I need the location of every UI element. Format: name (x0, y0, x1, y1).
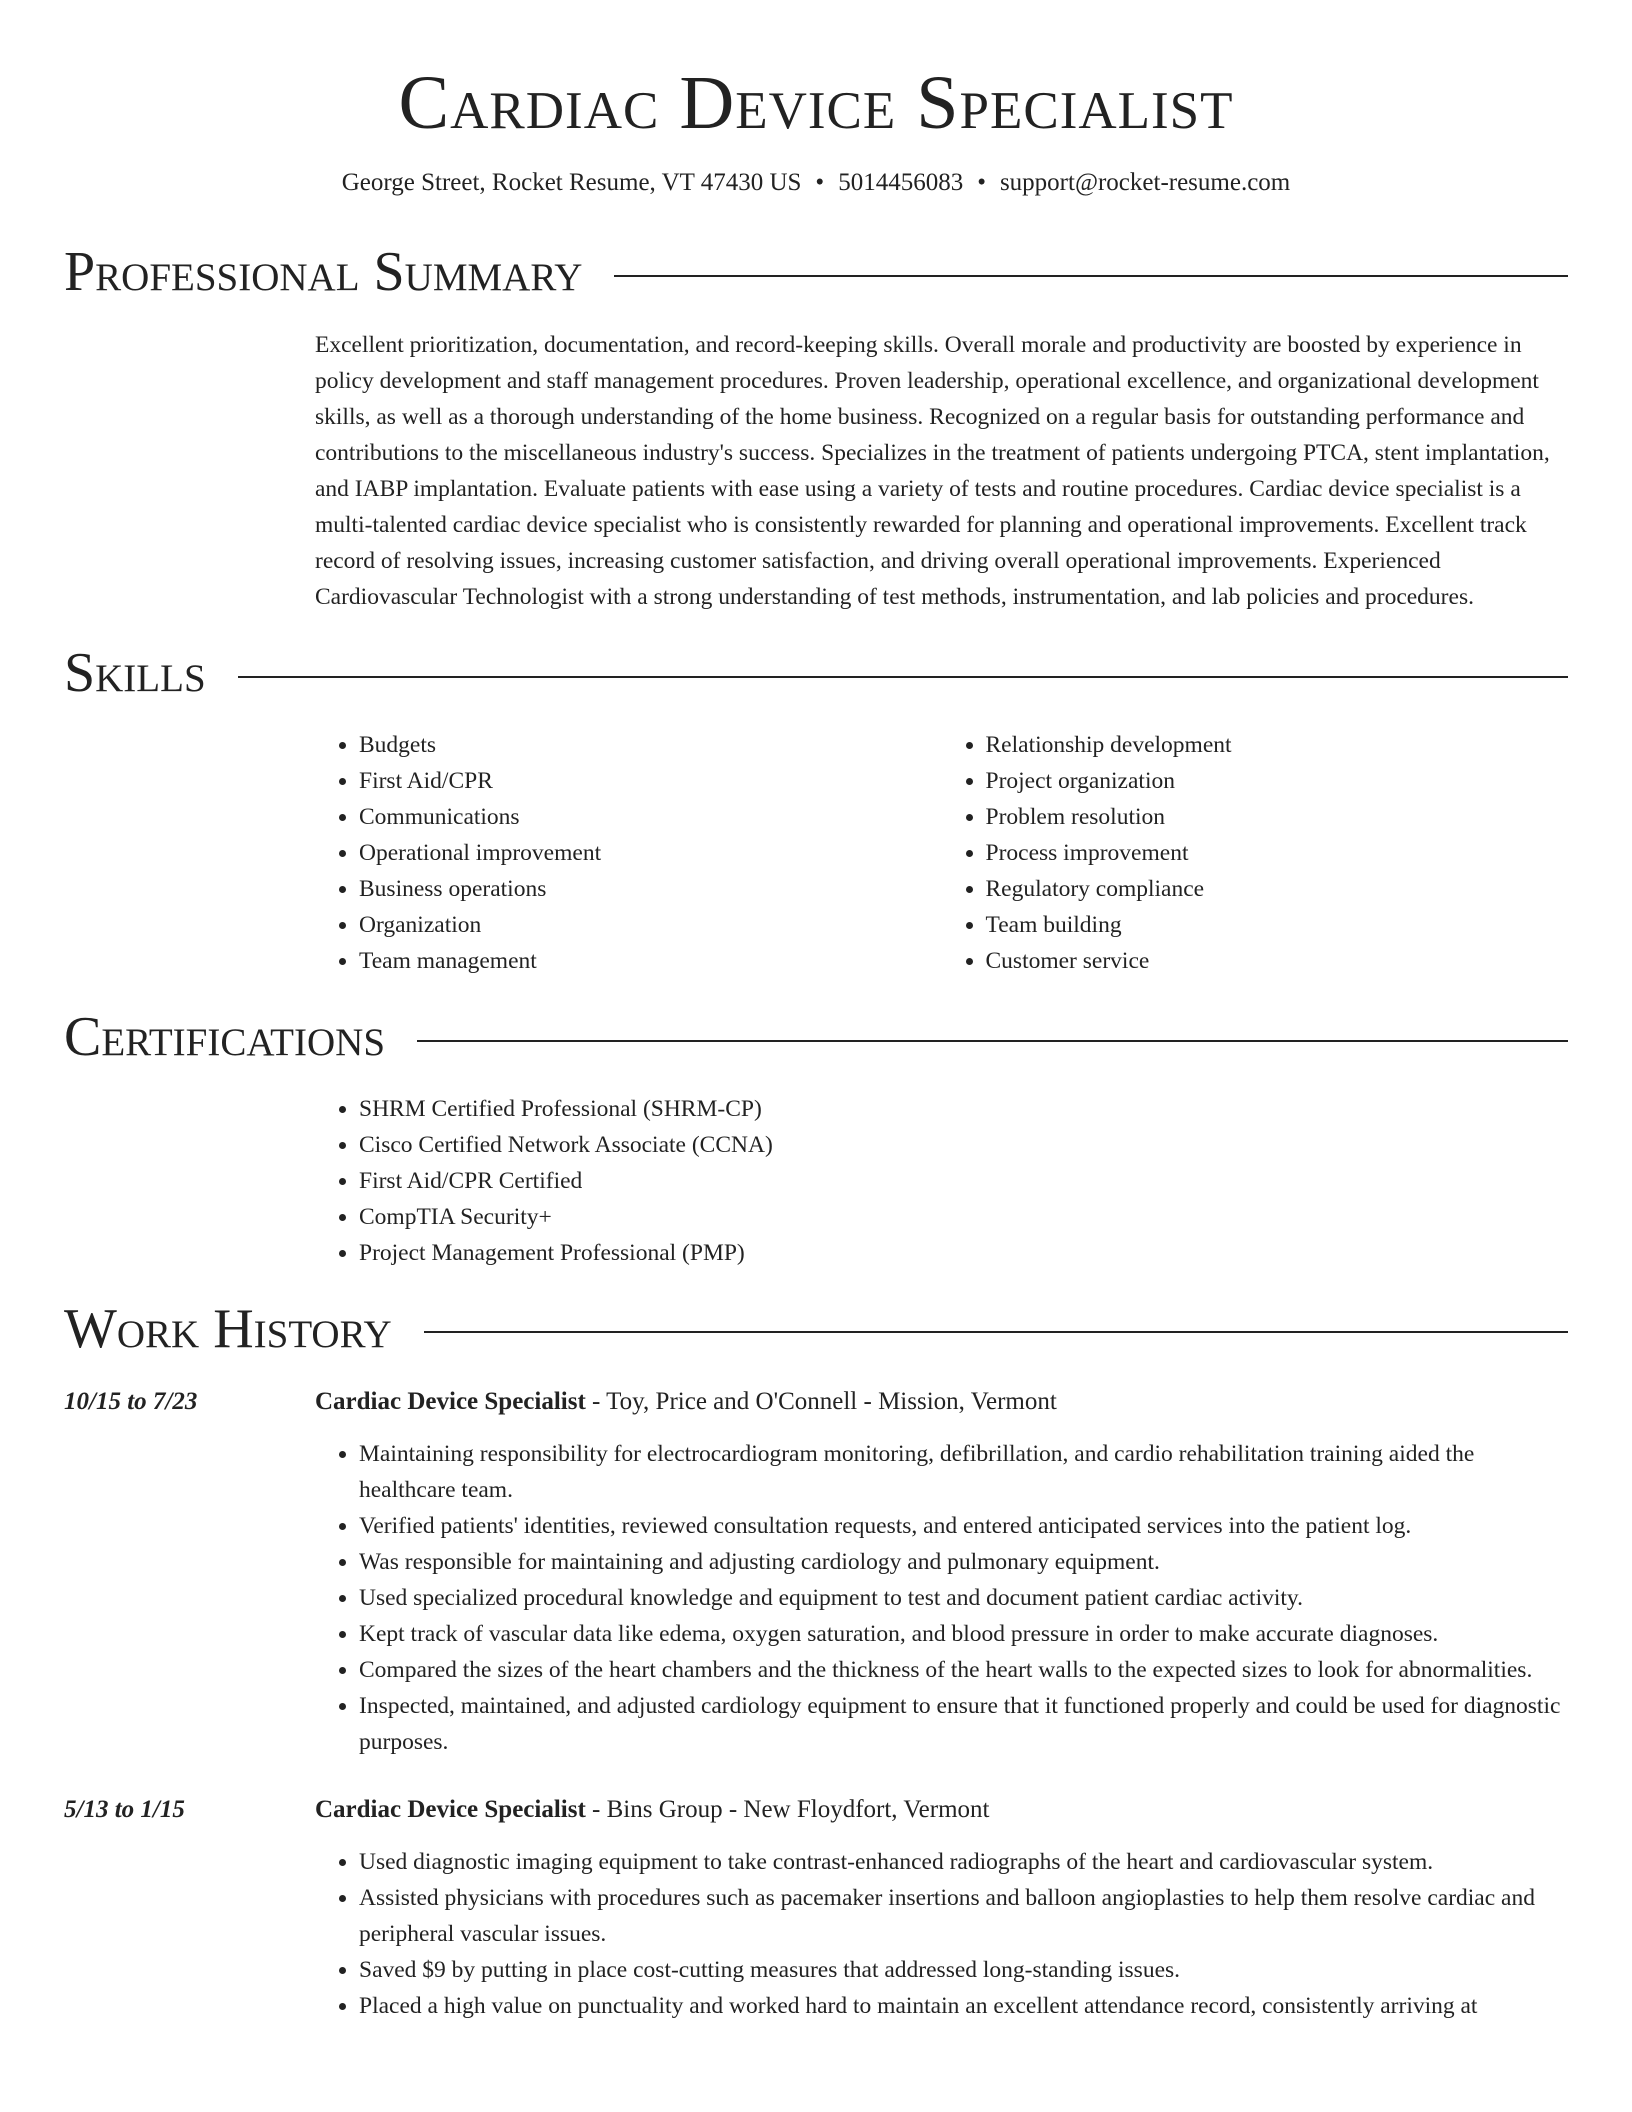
certification-item: • CompTIA Security+ (359, 1199, 1568, 1235)
certification-item: • First Aid/CPR Certified (359, 1163, 1568, 1199)
skills-grid (315, 727, 1568, 979)
skill-item: • Operational improvement (359, 835, 942, 871)
skill-item: • Budgets (359, 727, 942, 763)
job-duty: • Assisted physicians with procedures such as pacemaker insertions and balloon angioplasties to help them resolve cardiac and peripheral vascular issues. (359, 1880, 1568, 1952)
job-dates: 5/13 to 1/15 (64, 1796, 185, 1824)
skills-heading-row (64, 643, 1568, 705)
contact-separator: • (815, 169, 825, 197)
contact-line (64, 167, 1568, 200)
skill-item: • First Aid/CPR (359, 763, 942, 799)
summary-heading: Professional Summary (64, 240, 583, 303)
certifications-heading: Certifications (64, 1006, 386, 1069)
job-dates: 10/15 to 7/23 (64, 1388, 198, 1416)
job-duty: • Saved $9 by putting in place cost-cutting measures that addressed long-standing issues. (359, 1952, 1568, 1988)
skill-item: • Relationship development (986, 727, 1569, 763)
skills-list-right (942, 727, 1569, 979)
skill-item: • Communications (359, 799, 942, 835)
job-title: Cardiac Device Specialist (315, 1388, 586, 1416)
summary-section (64, 242, 1568, 616)
skill-item: • Regulatory compliance (986, 871, 1569, 907)
job-duty: • Was responsible for maintaining and adjusting cardiology and pulmonary equipment. (359, 1544, 1568, 1580)
job-duties-list (315, 1436, 1568, 1760)
section-divider (424, 1331, 1568, 1333)
section-divider (614, 275, 1568, 277)
job-duty: • Verified patients' identities, reviewed consultation requests, and entered anticipated services into the patient log. (359, 1508, 1568, 1544)
job-title: Cardiac Device Specialist (315, 1796, 586, 1824)
job-duty: • Inspected, maintained, and adjusted cardiology equipment to ensure that it functioned properly and could be used for diagnostic purposes. (359, 1688, 1568, 1760)
certification-item: • SHRM Certified Professional (SHRM-CP) (359, 1091, 1568, 1127)
job-duty: • Placed a high value on punctuality and worked hard to maintain an excellent attendance record, consistently arriving at (359, 1988, 1568, 2024)
contact-separator: • (977, 169, 986, 197)
skill-item: • Problem resolution (986, 799, 1569, 835)
certifications-heading-row (64, 1007, 1568, 1069)
skills-list-left (315, 727, 942, 979)
job-title-line (315, 1792, 1568, 1828)
skills-heading: Skills (64, 642, 206, 705)
work-history-heading-row (64, 1299, 1568, 1361)
skill-item: • Organization (359, 907, 942, 943)
skill-item: • Team building (986, 907, 1569, 943)
job-title-line (315, 1384, 1568, 1420)
skills-section (64, 643, 1568, 979)
section-divider (417, 1040, 1568, 1042)
work-history-heading: Work History (64, 1297, 392, 1360)
job-duty: • Used diagnostic imaging equipment to take contrast-enhanced radiographs of the heart and cardiovascular system. (359, 1844, 1568, 1880)
contact-phone: 5014456083 (838, 169, 964, 197)
work-history-section (64, 1299, 1568, 2025)
job-entry (64, 1384, 1568, 1760)
skill-item: • Customer service (986, 943, 1569, 979)
job-main (315, 1384, 1568, 1760)
summary-heading-row (64, 242, 1568, 304)
contact-email: support@rocket-resume.com (999, 169, 1291, 197)
job-main (315, 1792, 1568, 2024)
contact-address: George Street, Rocket Resume, VT 47430 US (341, 169, 802, 197)
summary-text: Excellent prioritization, documentation, and record-keeping skills. Overall morale and productivity are boosted by experience in policy development and staff management procedures. Proven leadership, operational excellence, and organizational development skills, as well as a thorough understanding of the home business. Recognized on a regular basis for outstanding performance and contributions to the miscellaneous industry's success. Specializes in the treatment of patients undergoing PTCA, stent implantation, and IABP implantation. Evaluate patients with ease using a variety of tests and routine procedures. Cardiac device specialist is a multi-talented cardiac device specialist who is consistently rewarded for planning and operational improvements. Excellent track record of resolving issues, increasing customer satisfaction, and driving overall operational improvements. Experienced Cardiovascular Technologist with a strong understanding of test methods, instrumentation, and lab policies and procedures. (315, 332, 1550, 611)
job-employer: - Bins Group - New Floydfort, Vermont (585, 1796, 990, 1824)
skill-item: • Process improvement (986, 835, 1569, 871)
resume-name: Cardiac Device Specialist (398, 61, 1234, 145)
job-duty: • Compared the sizes of the heart chambers and the thickness of the heart walls to the expected sizes to look for abnormalities. (359, 1652, 1568, 1688)
certifications-section (64, 1007, 1568, 1271)
skill-item: • Project organization (986, 763, 1569, 799)
certifications-body (315, 1091, 1568, 1271)
skill-item: • Business operations (359, 871, 942, 907)
section-divider (238, 676, 1568, 678)
job-duty: • Used specialized procedural knowledge and equipment to test and document patient cardiac activity. (359, 1580, 1568, 1616)
job-duty: • Maintaining responsibility for electrocardiogram monitoring, defibrillation, and cardio rehabilitation training aided the healthcare team. (359, 1436, 1568, 1508)
certification-item: • Project Management Professional (PMP) (359, 1235, 1568, 1271)
job-entry (64, 1792, 1568, 2024)
certification-item: • Cisco Certified Network Associate (CCNA) (359, 1127, 1568, 1163)
job-duty: • Kept track of vascular data like edema, oxygen saturation, and blood pressure in order to make accurate diagnoses. (359, 1616, 1568, 1652)
skill-item: • Team management (359, 943, 942, 979)
job-duties-list (315, 1844, 1568, 2024)
job-employer: - Toy, Price and O'Connell - Mission, Vermont (585, 1388, 1057, 1416)
certifications-list (315, 1091, 1568, 1271)
